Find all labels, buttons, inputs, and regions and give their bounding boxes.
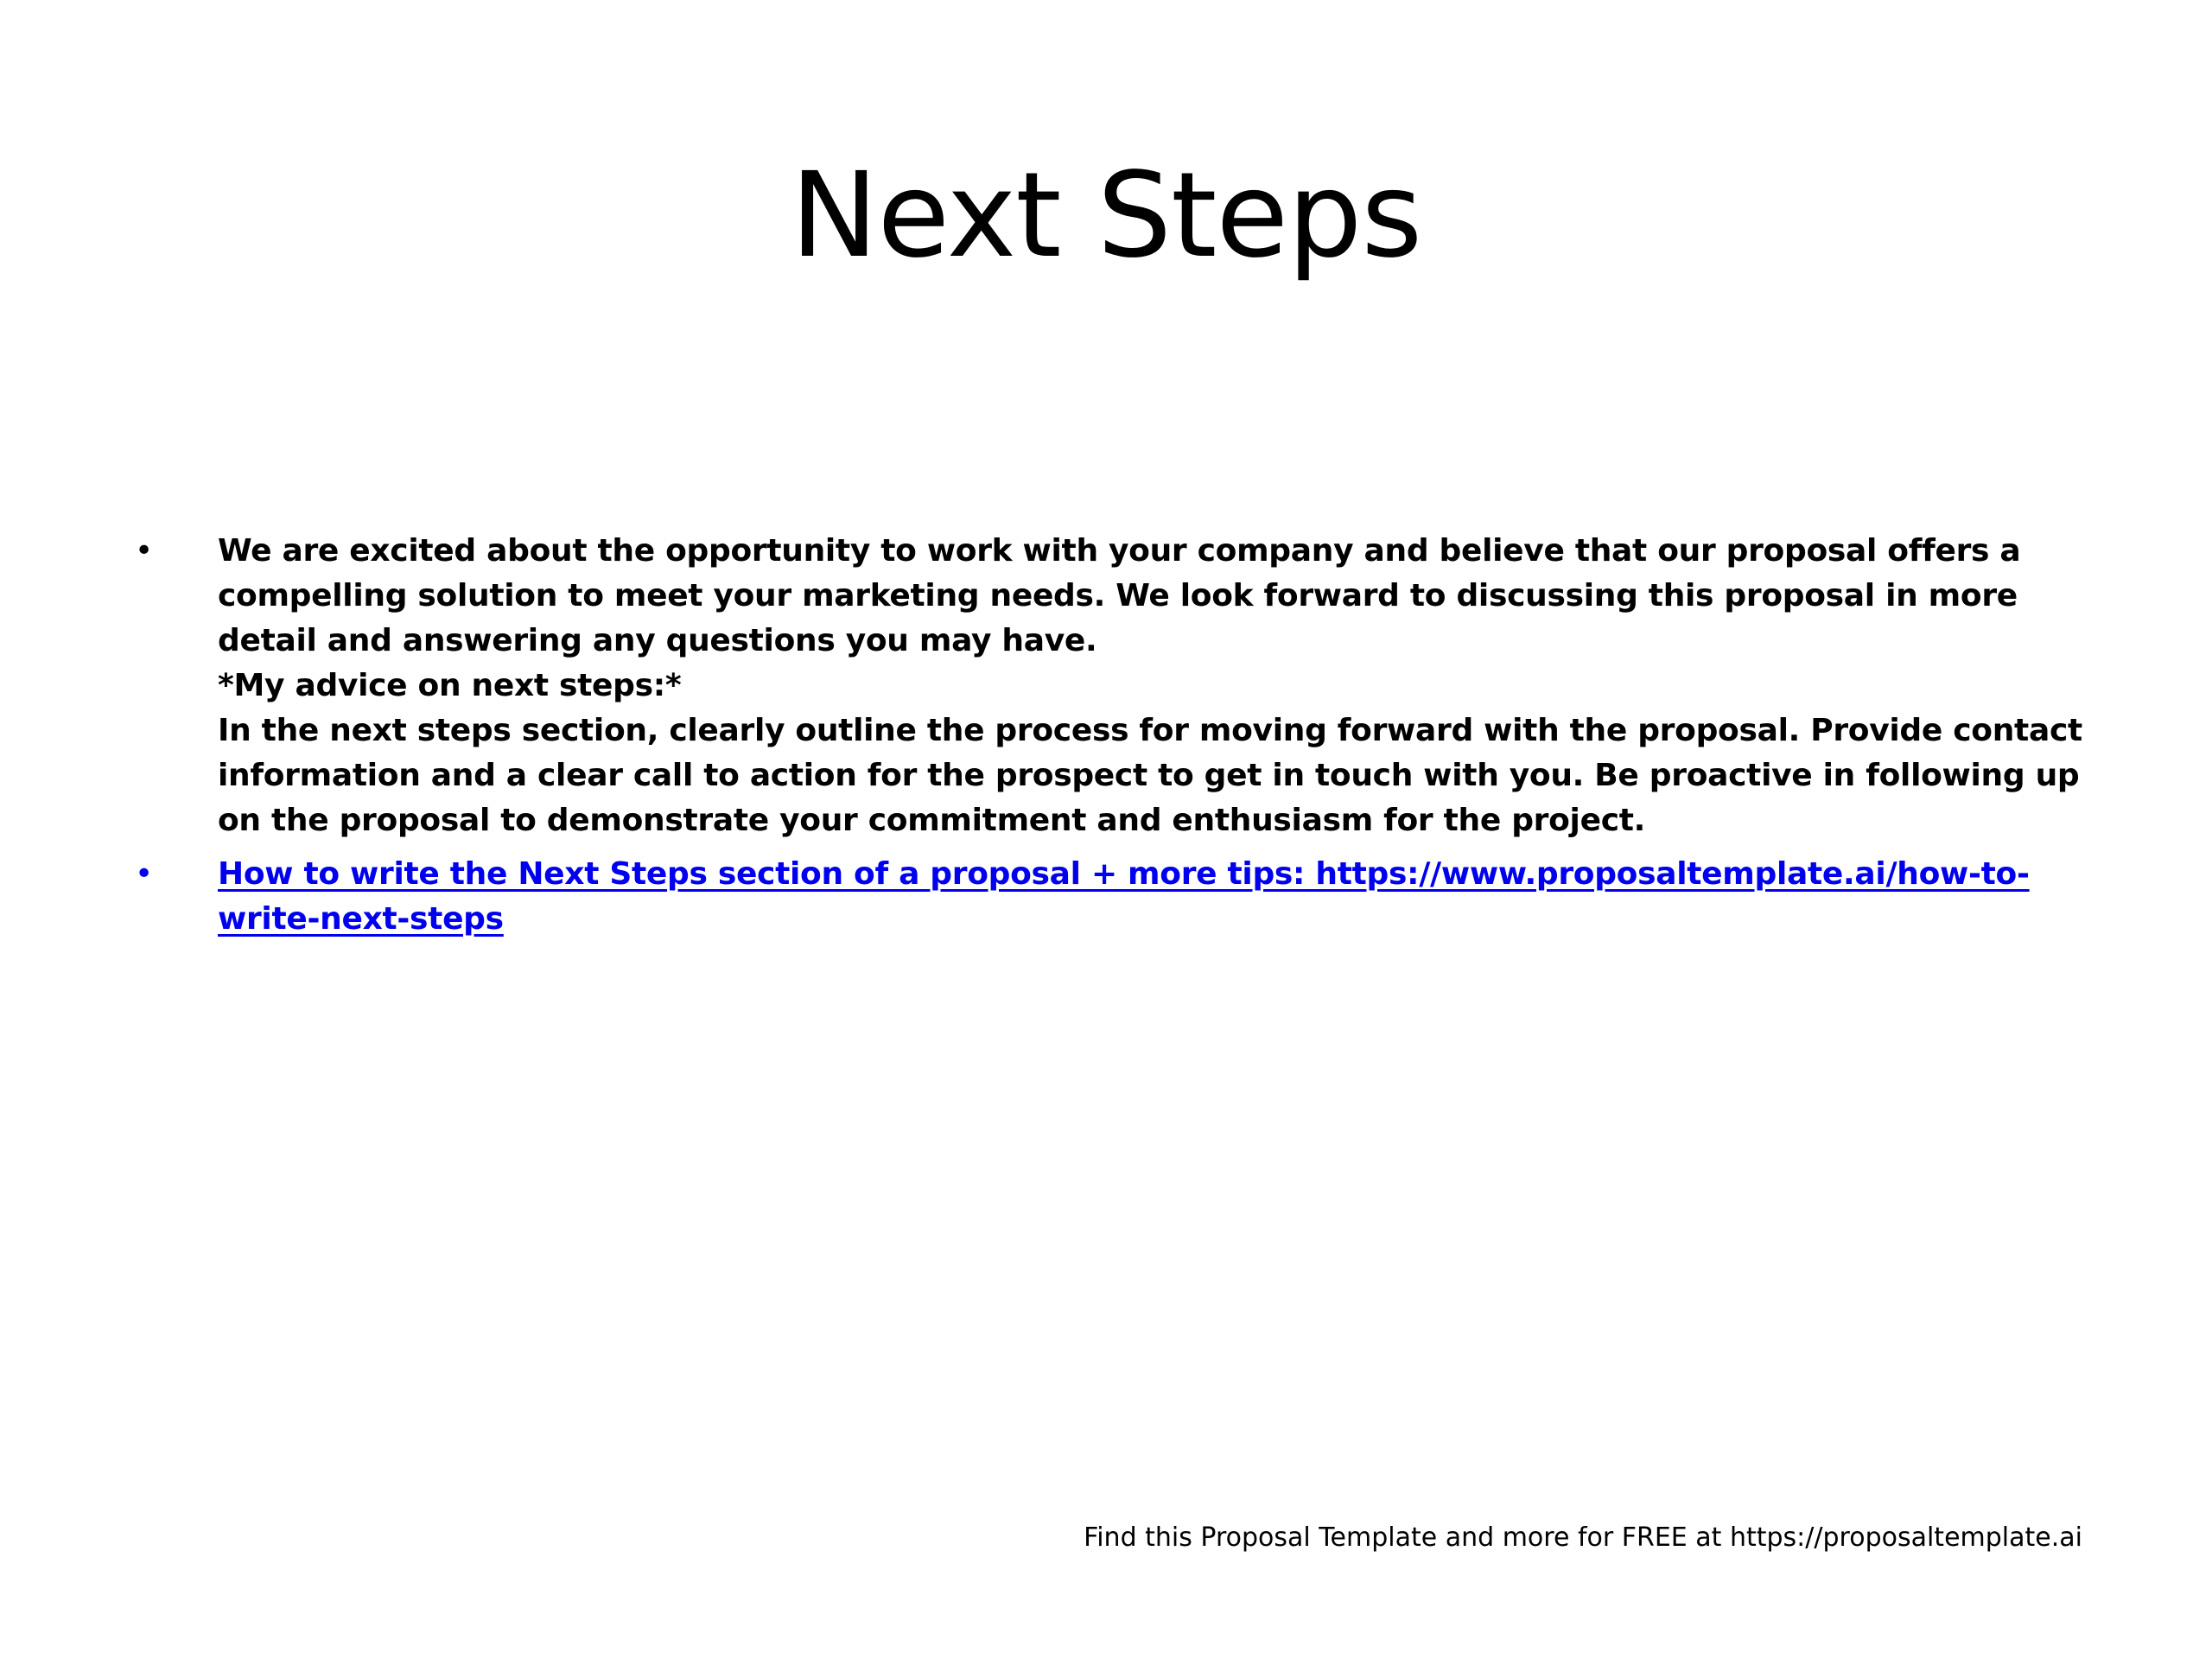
list-item (130, 529, 2082, 843)
bullet-list (130, 529, 2082, 942)
bullet-mark: • (135, 533, 153, 569)
slide-title: Next Steps (790, 148, 1422, 284)
advice-paragraph: In the next steps section, clearly outline the process for moving forward with the proposal. Provide contact information and a clear call to action for the prospect to get in touch with you. Be proactive in following up on the proposal to demonstrate your commitment and enthusiasm for the project. (218, 713, 2082, 838)
next-steps-guide-link[interactable]: How to write the Next Steps section of a proposal + more tips: https://www.proposaltemplate.ai/how-to-write-next-steps (218, 856, 2030, 937)
advice-heading: *My advice on next steps:* (218, 668, 682, 703)
list-item-link (130, 852, 2082, 942)
bullet-mark: • (135, 856, 153, 892)
footer-credit: Find this Proposal Template and more for FREE at https://proposaltemplate.ai (1084, 1522, 2082, 1553)
intro-paragraph: We are excited about the opportunity to work with your company and believe that our proposal offers a compelling solution to meet your marketing needs. We look forward to discussing this proposal in more detail and answering any questions you may have. (218, 533, 2021, 658)
